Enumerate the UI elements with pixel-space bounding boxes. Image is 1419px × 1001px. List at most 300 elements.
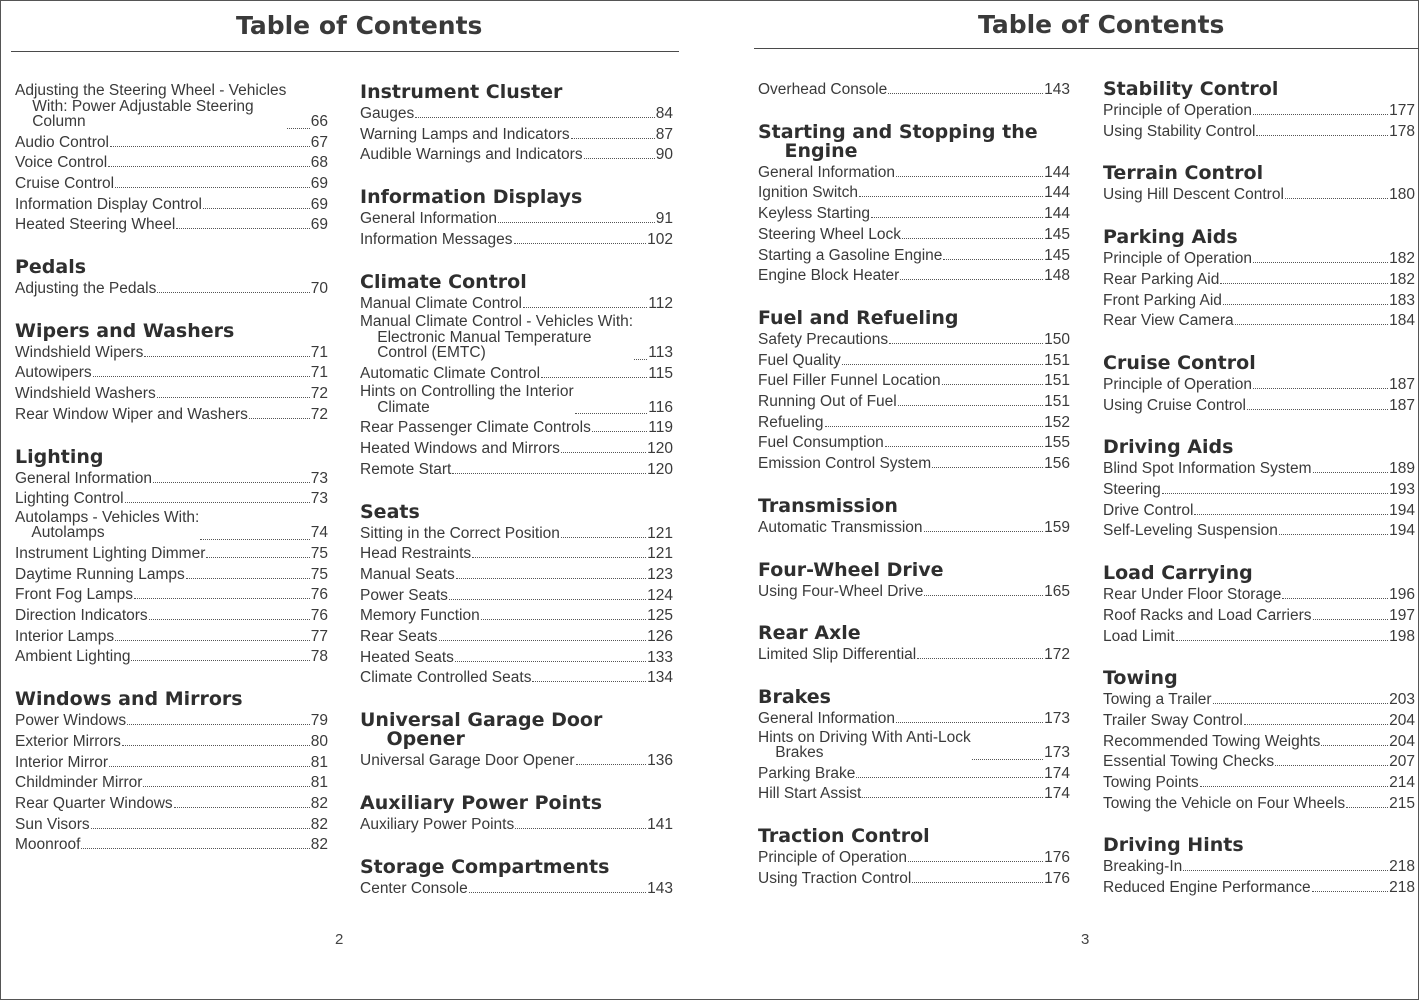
toc-entry[interactable] [15,585,328,606]
toc-entry[interactable] [360,104,673,125]
toc-section [15,445,328,669]
toc-entry[interactable] [15,627,328,648]
entry-label: Power Seats [360,586,448,604]
entry-label: Principle of Operation [1103,375,1253,393]
dot-leader [842,364,1043,365]
dot-leader [287,128,309,129]
dot-leader [571,138,655,139]
toc-entry[interactable] [360,879,673,900]
toc-entry[interactable] [1103,690,1415,711]
toc-entry[interactable] [15,153,328,174]
toc-entry[interactable] [758,784,1070,805]
toc-entry[interactable] [360,544,673,565]
entry-page-number: 67 [310,133,328,151]
dot-leader [1200,786,1388,787]
toc-entry[interactable] [360,815,673,836]
toc-entry[interactable] [758,266,1070,287]
toc-entry[interactable] [1103,311,1415,332]
entry-page-number: 215 [1389,794,1415,812]
toc-entry[interactable] [758,183,1070,204]
toc-entry[interactable] [15,215,328,236]
toc-entry[interactable] [360,364,673,385]
dot-leader [972,759,1043,760]
dot-leader [153,482,310,483]
section-title: Seats [360,500,420,523]
entry-label: Reduced Engine Performance [1103,879,1311,897]
entry-page-number: 203 [1389,691,1415,709]
entry-page-number: 174 [1044,785,1070,803]
section-title: Traction Control [758,825,930,848]
toc-entry[interactable] [1103,627,1415,648]
entry-page-number: 207 [1389,753,1415,771]
toc-section [758,685,1070,805]
dot-leader [825,426,1044,427]
entry-page-number: 194 [1389,522,1415,540]
dot-leader [206,557,309,558]
toc-entry[interactable] [15,363,328,384]
toc-entry[interactable] [1103,752,1415,773]
entry-page-number: 75 [310,544,328,562]
dot-leader [1256,135,1388,136]
entry-label: Autowipers [15,364,92,382]
toc-entry[interactable] [758,709,1070,730]
toc-entry[interactable] [15,83,328,133]
toc-entry[interactable] [1103,732,1415,753]
entry-label: Direction Indicators [15,607,148,625]
dot-leader [498,222,655,223]
entry-label: Warning Lamps and Indicators [360,125,570,143]
dot-leader [127,724,310,725]
toc-entry[interactable] [758,582,1070,603]
toc-entry[interactable] [15,815,328,836]
toc-section [1103,351,1415,416]
toc-section [1103,80,1415,142]
dot-leader [176,228,309,229]
entry-label: General Information [758,709,895,727]
entry-page-number: 72 [310,385,328,403]
toc-entry[interactable] [758,246,1070,267]
section-title: Stability Control [1103,78,1279,100]
toc-entry[interactable] [15,794,328,815]
entry-label: Manual Seats [360,565,455,583]
entry-label: Climate Controlled Seats [360,669,532,687]
dot-leader [1285,198,1388,199]
entry-label: General Information [360,210,497,228]
section-title: Driving Aids [1103,436,1234,459]
entry-page-number: 172 [1044,646,1070,664]
toc-entry[interactable] [758,433,1070,454]
toc-section [15,83,328,236]
dot-leader [932,467,1043,468]
entry-page-number: 126 [647,628,673,646]
toc-entry[interactable] [758,869,1070,890]
left-page [1,1,701,1001]
toc-entry[interactable] [1103,480,1415,501]
entry-page-number: 218 [1389,879,1415,897]
toc-entry[interactable] [15,773,328,794]
toc-entry[interactable] [15,384,328,405]
toc-entry[interactable] [15,469,328,490]
dot-leader [584,158,655,159]
entry-label: Instrument Lighting Dimmer [15,544,206,562]
toc-entry[interactable] [1103,794,1415,815]
entry-label: Memory Function [360,607,480,625]
dot-leader [561,537,646,538]
entry-label: Principle of Operation [758,849,908,867]
entry-page-number: 174 [1044,764,1070,782]
entry-page-number: 84 [655,105,673,122]
entry-page-number: 125 [647,607,673,625]
entry-label: Steering [1103,481,1161,499]
toc-entry[interactable] [758,351,1070,372]
toc-entry[interactable] [758,454,1070,475]
toc-entry[interactable] [758,392,1070,413]
dot-leader [943,259,1043,260]
toc-entry[interactable] [360,418,673,439]
section-title: Rear Axle [758,622,861,645]
toc-section [758,494,1070,539]
entry-label: Center Console [360,879,468,897]
right-page [746,1,1419,1001]
toc-entry[interactable] [1103,291,1415,312]
entry-page-number: 143 [647,879,673,897]
section-title: Cruise Control [1103,351,1256,374]
toc-entry[interactable] [15,544,328,565]
toc-entry[interactable] [1103,878,1415,899]
dot-leader [532,681,646,682]
entry-label: Front Fog Lamps [15,586,134,604]
entry-label: Audio Control [15,133,109,151]
toc-section [15,319,328,426]
entry-label: Auxiliary Power Points [360,815,515,833]
dot-leader [125,502,310,503]
toc-entry[interactable] [15,489,328,510]
dot-leader [1275,765,1388,766]
entry-page-number: 173 [1044,709,1070,727]
toc-entry[interactable] [1103,606,1415,627]
toc-entry[interactable] [360,125,673,146]
entry-page-number: 144 [1044,205,1070,223]
dot-leader [576,764,647,765]
entry-label: Rear Quarter Windows [15,794,173,812]
section-title: Fuel and Refueling [758,306,959,329]
toc-entry[interactable] [15,711,328,732]
entry-page-number: 151 [1044,372,1070,390]
section-title: Information Displays [360,186,583,209]
section-title: Climate Control [360,270,527,293]
entry-page-number: 197 [1389,606,1415,624]
toc-entry[interactable] [15,565,328,586]
dot-leader [1176,640,1389,641]
toc-entry[interactable] [15,133,328,154]
entry-page-number: 79 [310,712,328,730]
entry-label: Cruise Control [15,174,115,192]
toc-entry[interactable] [758,764,1070,785]
entry-page-number: 184 [1389,312,1415,330]
toc-section [1103,836,1415,898]
dot-leader [1162,493,1388,494]
toc-section [360,855,673,900]
toc-entry[interactable] [360,145,673,166]
entry-label: Parking Brake [758,764,856,782]
toc-entry[interactable] [15,647,328,668]
toc-entry[interactable] [1103,185,1415,206]
toc-entry[interactable] [15,195,328,216]
entry-page-number: 143 [1044,81,1070,98]
toc-entry[interactable] [1103,711,1415,732]
toc-entry[interactable] [360,668,673,689]
toc-section [758,558,1070,603]
entry-label: Childminder Mirror [15,774,143,792]
dot-leader [908,861,1043,862]
entry-page-number: 80 [310,732,328,750]
dot-leader [157,397,310,398]
toc-entry[interactable] [758,80,1070,101]
entry-label: Ambient Lighting [15,648,131,666]
entry-label: Blind Spot Information System [1103,460,1312,478]
entry-page-number: 81 [310,753,328,771]
page-title: Table of Contents [978,10,1225,39]
dot-leader [1183,870,1388,871]
dot-leader [515,828,646,829]
entry-label: Moonroof [15,836,81,854]
section-title: Transmission [758,494,898,517]
toc-entry[interactable] [1103,521,1415,542]
toc-column-4 [1103,80,1415,921]
entry-label: Windshield Washers [15,385,156,403]
toc-entry[interactable] [15,405,328,426]
entry-label: Information Display Control [15,195,202,213]
entry-page-number: 145 [1044,246,1070,264]
entry-page-number: 75 [310,565,328,583]
entry-page-number: 204 [1389,732,1415,750]
toc-entry[interactable] [15,732,328,753]
entry-label: Fuel Consumption [758,434,884,452]
entry-label: Gauges [360,105,415,122]
dot-leader [634,359,647,360]
dot-leader [134,598,310,599]
toc-entry[interactable] [758,225,1070,246]
entry-label: Running Out of Fuel [758,393,897,411]
toc-entry[interactable] [360,524,673,545]
toc-entry[interactable] [360,439,673,460]
dot-leader [456,578,646,579]
dot-leader [415,117,654,118]
entry-label: Steering Wheel Lock [758,225,902,243]
section-title: Starting and Stopping the Engine [758,120,1038,162]
toc-entry[interactable] [360,648,673,669]
page-number: 2 [335,931,344,948]
toc-entry[interactable] [360,314,673,364]
section-title: Lighting [15,445,104,468]
toc-entry[interactable] [15,753,328,774]
entry-page-number: 148 [1044,267,1070,285]
toc-entry[interactable] [360,384,673,418]
entry-page-number: 189 [1389,460,1415,478]
dot-leader [541,377,647,378]
dot-leader [856,777,1043,778]
entry-page-number: 102 [647,230,673,248]
entry-page-number: 121 [647,524,673,542]
dot-leader [885,446,1043,447]
toc-entry[interactable] [15,279,328,300]
dot-leader [439,640,647,641]
toc-entry[interactable] [360,606,673,627]
entry-label: Engine Block Heater [758,267,900,285]
entry-label: Manual Climate Control [360,294,522,312]
entry-page-number: 90 [655,146,673,164]
toc-entry[interactable] [1103,459,1415,480]
entry-label: Manual Climate Control - Vehicles With: Electronic Manual Temperature Control (EMTC) [360,313,634,362]
entry-label: Drive Control [1103,501,1194,519]
toc-entry[interactable] [1103,270,1415,291]
entry-page-number: 177 [1389,102,1415,119]
dot-leader [174,807,310,808]
toc-entry[interactable] [758,330,1070,351]
dot-leader [149,619,310,620]
entry-page-number: 141 [647,815,673,833]
dot-leader [902,238,1043,239]
toc-section [360,188,673,250]
entry-page-number: 159 [1044,518,1070,536]
dot-leader [115,640,310,641]
toc-entry[interactable] [1103,857,1415,878]
entry-page-number: 145 [1044,225,1070,243]
entry-label: Adjusting the Steering Wheel - Vehicles With: Power Adjustable Steering Column [15,82,287,130]
toc-column-2 [360,83,673,921]
entry-label: Emission Control System [758,455,932,473]
entry-page-number: 69 [310,216,328,234]
entry-page-number: 72 [310,405,328,423]
dot-leader [91,828,310,829]
toc-entry[interactable] [758,518,1070,539]
toc-section [15,690,328,856]
toc-entry[interactable] [758,204,1070,225]
entry-page-number: 183 [1389,291,1415,309]
dot-leader [592,431,647,432]
toc-entry[interactable] [15,174,328,195]
entry-label: Universal Garage Door Opener [360,752,575,770]
dot-leader [900,279,1043,280]
entry-page-number: 176 [1044,849,1070,867]
entry-page-number: 151 [1044,351,1070,369]
toc-entry[interactable] [758,163,1070,184]
section-title: Storage Compartments [360,855,610,878]
toc-entry[interactable] [1103,375,1415,396]
toc-entry[interactable] [758,730,1070,764]
dot-leader [115,187,310,188]
entry-label: Autolamps - Vehicles With: Autolamps [15,508,200,542]
toc-entry[interactable] [360,230,673,251]
entry-page-number: 70 [310,280,328,298]
entry-label: Towing a Trailer [1103,691,1212,709]
toc-section [1103,228,1415,332]
toc-entry[interactable] [15,510,328,544]
entry-label: Sitting in the Correct Position [360,524,560,542]
toc-entry[interactable] [15,835,328,856]
toc-entry[interactable] [1103,773,1415,794]
entry-page-number: 218 [1389,858,1415,876]
entry-label: Using Traction Control [758,869,912,887]
toc-entry[interactable] [1103,122,1415,143]
toc-section [1103,564,1415,647]
dot-leader [81,848,309,849]
entry-page-number: 119 [648,419,673,437]
entry-label: Windshield Wipers [15,343,144,361]
toc-entry[interactable] [758,645,1070,666]
toc-entry[interactable] [1103,501,1415,522]
toc-entry[interactable] [360,209,673,230]
entry-label: Principle of Operation [1103,250,1253,268]
section-title: Wipers and Washers [15,319,235,342]
dot-leader [898,405,1043,406]
toc-entry[interactable] [758,848,1070,869]
toc-entry[interactable] [1103,249,1415,270]
entry-label: Towing the Vehicle on Four Wheels [1103,794,1346,812]
toc-section [758,827,1070,889]
toc-entry[interactable] [15,343,328,364]
entry-page-number: 124 [647,586,673,604]
dot-leader [1247,409,1388,410]
entry-label: Trailer Sway Control [1103,711,1243,729]
entry-page-number: 173 [1044,743,1070,761]
entry-label: Using Four-Wheel Drive [758,582,924,600]
toc-entry[interactable] [360,294,673,315]
entry-page-number: 73 [310,490,328,508]
entry-label: Recommended Towing Weights [1103,732,1321,750]
toc-section [758,624,1070,666]
entry-label: Self-Leveling Suspension [1103,522,1278,540]
dot-leader [109,766,310,767]
entry-label: Rear Passenger Climate Controls [360,419,591,437]
entry-label: Using Hill Descent Control [1103,186,1284,204]
page-number: 3 [1081,931,1090,948]
entry-label: Overhead Console [758,81,888,98]
entry-label: Automatic Climate Control [360,364,541,382]
toc-entry[interactable] [360,627,673,648]
entry-label: Principle of Operation [1103,102,1253,119]
entry-page-number: 115 [648,364,673,382]
section-title: Instrument Cluster [360,81,563,103]
entry-page-number: 144 [1044,184,1070,202]
toc-entry[interactable] [360,751,673,772]
toc-entry[interactable] [360,565,673,586]
toc-entry[interactable] [1103,585,1415,606]
toc-entry[interactable] [758,413,1070,434]
entry-page-number: 121 [647,545,673,563]
toc-section [360,500,673,690]
toc-entry[interactable] [360,586,673,607]
entry-label: General Information [15,469,152,487]
toc-entry[interactable] [1103,101,1415,122]
toc-entry[interactable] [758,371,1070,392]
entry-label: Sun Visors [15,815,90,833]
entry-label: Safety Precautions [758,330,889,348]
dot-leader [888,93,1043,94]
dot-leader [871,217,1043,218]
toc-entry[interactable] [1103,396,1415,417]
dot-leader [1253,114,1388,115]
entry-page-number: 144 [1044,163,1070,181]
toc-entry[interactable] [360,460,673,481]
dot-leader [131,660,309,661]
dot-leader [1223,304,1388,305]
toc-entry[interactable] [15,606,328,627]
dot-leader [514,243,647,244]
title-rule [11,51,679,52]
entry-page-number: 196 [1389,586,1415,604]
dot-leader [455,661,646,662]
